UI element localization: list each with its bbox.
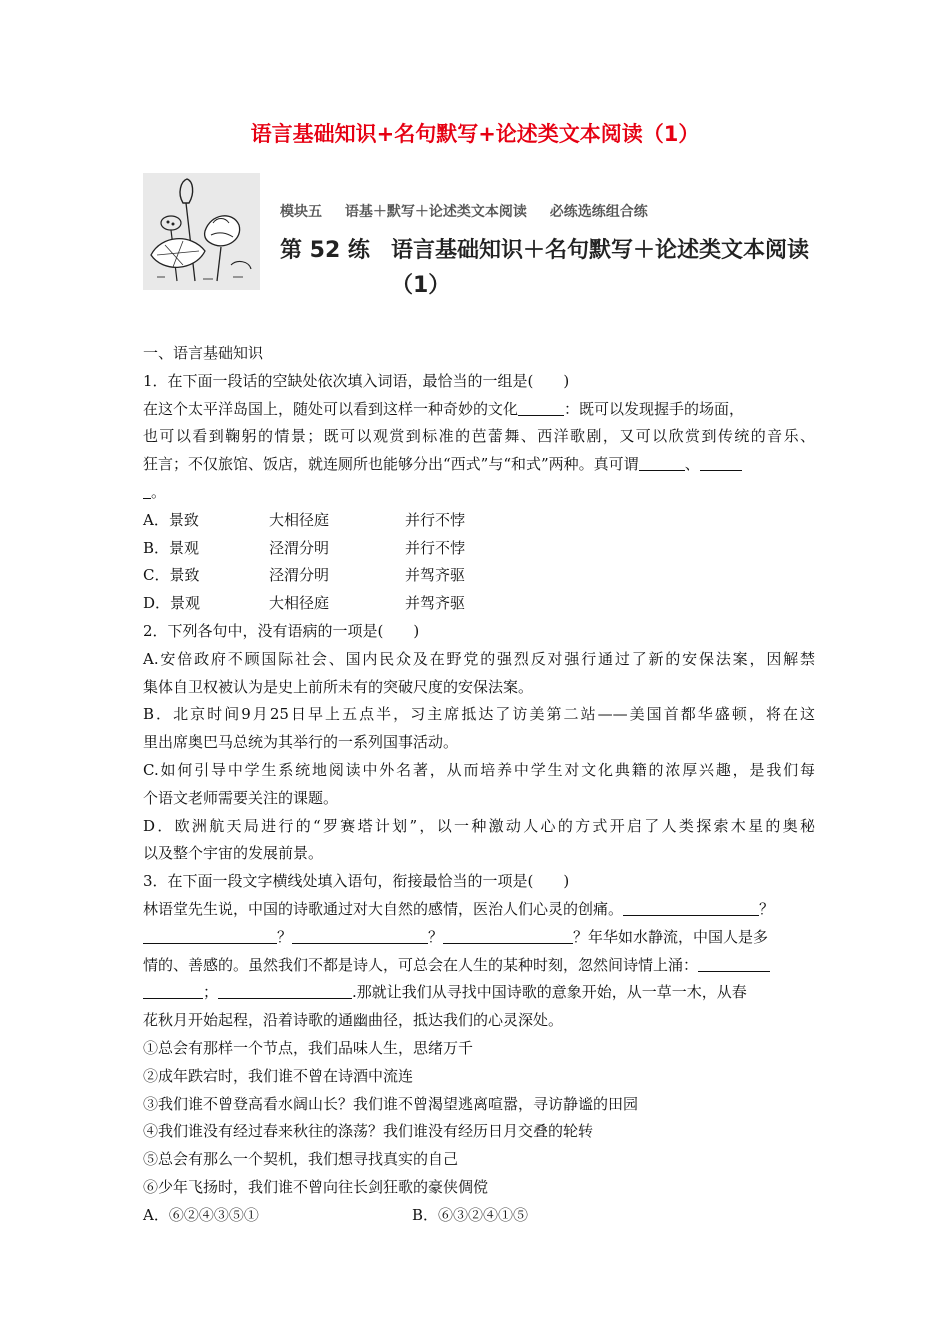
q3-text: .那就让我们从寻找中国诗歌的意象开始，从一草一木，从春 [352, 983, 747, 1002]
option-word: 并驾齐驱 [405, 594, 466, 613]
q1-passage-line [143, 396, 815, 424]
q3-stem: 3．在下面一段文字横线处填入语句，衔接最恰当的一项是( ) [143, 872, 570, 891]
q3-text: ？ [759, 899, 775, 918]
q3-passage-line [143, 924, 815, 952]
page-title: 语言基础知识+名句默写+论述类文本阅读（1） [250, 122, 700, 146]
fill-blank [443, 927, 573, 944]
fill-blank [143, 482, 151, 499]
module-line [280, 201, 666, 221]
fill-blank [639, 454, 685, 471]
option-label: C．景致 [143, 566, 200, 585]
module-topic: 语基＋默写＋论述类文本阅读 [344, 204, 527, 220]
module-banner [143, 173, 823, 298]
q2-stem: 2．下列各句中，没有语病的一项是( ) [143, 621, 420, 640]
q2-option-a: A.安倍政府不顾国际社会、国内民众及在野党的强烈反对强行通过了新的安保法案，因解禁 [143, 649, 815, 668]
q2-option-d: D．欧洲航天局进行的“罗赛塔计划”，以一种激动人心的方式开启了人类探索木星的奥秘 [143, 816, 815, 835]
option-word: 并驾齐驱 [405, 566, 466, 585]
q3-passage-line: 花秋月开始起程，沿着诗歌的通幽曲径，抵达我们的心灵深处。 [143, 1011, 564, 1030]
section-heading: 一、语言基础知识 [143, 344, 264, 362]
q2-option-b-cont: 里出席奥巴马总统为其举行的一系列国事活动。 [143, 733, 459, 752]
fill-blank [218, 982, 352, 999]
q3-text: 年华如水静流，中国人是多 [588, 927, 769, 946]
q1-stem: 1．在下面一段话的空缺处依次填入词语，最恰当的一组是( ) [143, 371, 570, 390]
option-word: 泾渭分明 [269, 538, 330, 557]
q3-text: ； [203, 983, 219, 1002]
q2-option-d-cont: 以及整个宇宙的发展前景。 [143, 844, 324, 863]
q1-text: 。 [151, 482, 167, 501]
option-label: D．景观 [143, 594, 201, 613]
q3-passage-line [143, 952, 815, 980]
option-word: 大相径庭 [269, 594, 330, 613]
q1-passage-line [143, 479, 815, 507]
q3-passage-line [143, 979, 815, 1007]
q3-option-a: A．⑥②④③⑤① [143, 1205, 259, 1224]
q1-text: ：既可以发现握手的场面， [564, 399, 745, 418]
q3-text: ？ [573, 927, 589, 946]
q1-text: 狂言；不仅旅馆、饭店，就连厕所也能够分出“西式”与“和式”两种。真可谓 [143, 455, 639, 474]
q1-text: 在这个太平洋岛国上，随处可以看到这样一种奇妙的文化 [143, 399, 519, 418]
q1-passage-line [143, 451, 815, 479]
fill-blank [698, 955, 770, 972]
q3-text: 情的、善感的。虽然我们不都是诗人，可总会在人生的某种时刻，忽然间诗情上涌： [143, 955, 699, 974]
module-name: 模块五 [280, 204, 322, 220]
q1-option [143, 562, 815, 590]
q3-item: ⑥少年飞扬时，我们谁不曾向往长剑狂歌的豪侠倜傥 [143, 1177, 489, 1196]
q3-item: ③我们谁不曾登高看水阔山长？我们谁不曾渴望逃离喧嚣，寻访静谧的田园 [143, 1094, 639, 1113]
q2-option-b: B．北京时间9月25日早上五点半，习主席抵达了访美第二站——美国首都华盛顿，将在这 [143, 705, 815, 724]
option-word: 并行不悖 [405, 538, 466, 557]
fill-blank [700, 454, 742, 471]
q3-option-b: B．⑥③②④①⑤ [412, 1205, 529, 1224]
exercise-number: 第 52 练 [280, 238, 370, 263]
question-content [143, 340, 815, 1230]
q3-text: ？ [277, 927, 293, 946]
module-type: 必练选练组合练 [549, 204, 648, 220]
q1-text: 、 [684, 455, 700, 474]
q2-option-c: C.如何引导中学生系统地阅读中外名著，从而培养中学生对文化典籍的浓厚兴趣，是我们每 [143, 760, 815, 779]
exercise-title: 语言基础知识＋名句默写＋论述类文本阅读（1） [391, 238, 810, 298]
lotus-illustration [143, 173, 260, 290]
q3-item: ⑤总会有那么一个契机，我们想寻找真实的自己 [143, 1150, 459, 1169]
fill-blank [623, 899, 759, 916]
q3-item: ④我们谁没有经过春来秋往的涤荡？我们谁没有经历日月交叠的轮转 [143, 1122, 594, 1141]
q3-item: ①总会有那样一个节点，我们品味人生，思绪万千 [143, 1038, 474, 1057]
q1-option [143, 507, 815, 535]
option-word: 并行不悖 [405, 510, 466, 529]
q3-item: ②成年跌宕时，我们谁不曾在诗酒中流连 [143, 1066, 414, 1085]
option-label: B．景观 [143, 538, 200, 557]
q3-passage-line [143, 896, 815, 924]
q1-option [143, 590, 815, 618]
fill-blank [143, 927, 277, 944]
q3-text: ？ [428, 927, 444, 946]
option-label: A．景致 [143, 510, 199, 529]
q3-text: 林语堂先生说，中国的诗歌通过对大自然的感情，医治人们心灵的创痛。 [143, 899, 624, 918]
option-word: 泾渭分明 [269, 566, 330, 585]
fill-blank [143, 982, 203, 999]
fill-blank [292, 927, 428, 944]
q2-option-a-cont: 集体自卫权被认为是史上前所未有的突破尺度的安保法案。 [143, 677, 534, 696]
option-word: 大相径庭 [269, 510, 330, 529]
q1-passage-line: 也可以看到鞠躬的情景；既可以观赏到标准的芭蕾舞、西洋歌剧，又可以欣赏到传统的音乐、 [143, 427, 815, 446]
fill-blank [518, 399, 564, 416]
q3-options [143, 1202, 815, 1230]
q1-option [143, 535, 815, 563]
q2-option-c-cont: 个语文老师需要关注的课题。 [143, 788, 339, 807]
